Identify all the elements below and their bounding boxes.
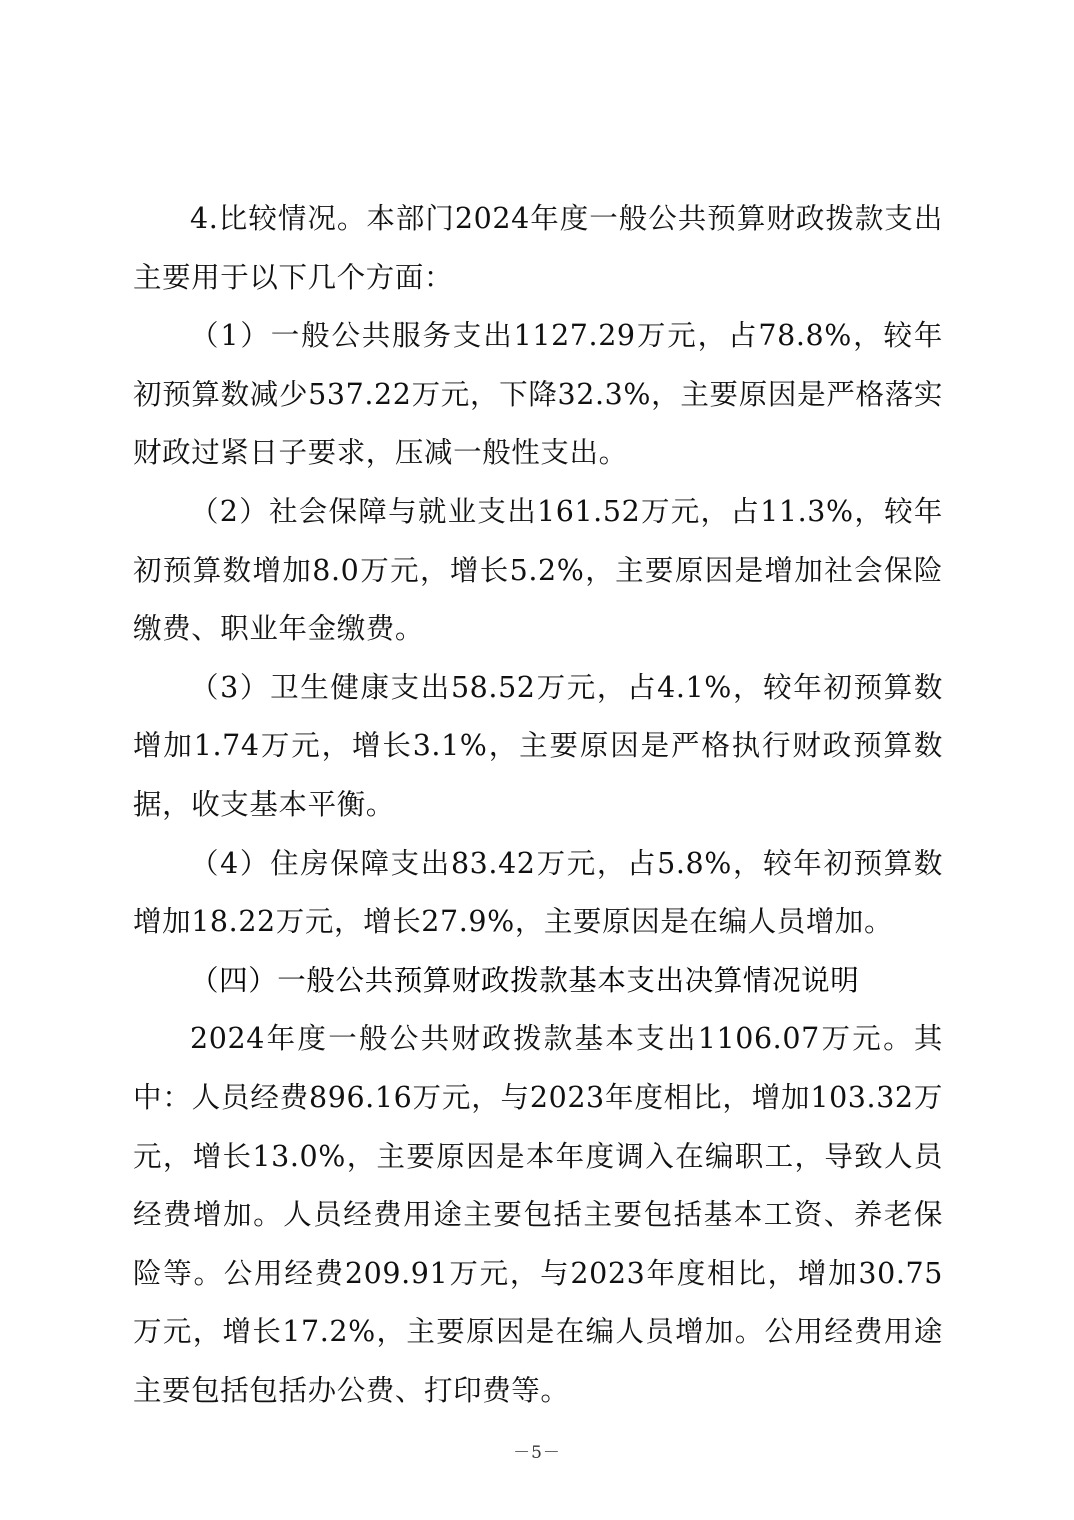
paragraph-comparison-intro: 4.比较情况。本部门2024年度一般公共预算财政拨款支出主要用于以下几个方面： [133, 202, 943, 294]
paragraph-social-security: （2）社会保障与就业支出161.52万元，占11.3%，较年初预算数增加8.0万元，增长5.2%，主要原因是增加社会保险缴费、职业年金缴费。 [133, 494, 943, 646]
paragraph-health: （3）卫生健康支出58.52万元，占4.1%，较年初预算数增加1.74万元，增长3.1%，主要原因是严格执行财政预算数据，收支基本平衡。 [133, 670, 943, 821]
section-heading: （四）一般公共预算财政拨款基本支出决算情况说明 [190, 963, 860, 997]
paragraph-basic-expenditure: 2024年度一般公共财政拨款基本支出1106.07万元。其中：人员经费896.16万元，与2023年度相比，增加103.32万元，增长13.0%，主要原因是本年度调入在编职工，导致人员经费增加。人员经费用途主要包括主要包括基本工资、养老保险等。公用经费209.91万元，与2023年度相比，增加30.75万元，增长17.2%，主要原因是在编人员增加。公用经费用途主要包括包括办公费、打印费等。 [133, 1022, 943, 1407]
paragraph-housing: （4）住房保障支出83.42万元，占5.8%，较年初预算数增加18.22万元，增长27.9%，主要原因是在编人员增加。 [133, 846, 943, 939]
document-body [133, 190, 943, 1420]
paragraph-general-public-services: （1）一般公共服务支出1127.29万元，占78.8%，较年初预算数减少537.22万元，下降32.3%，主要原因是严格落实财政过紧日子要求，压减一般性支出。 [133, 319, 943, 470]
page-number: －5－ [513, 1443, 561, 1463]
